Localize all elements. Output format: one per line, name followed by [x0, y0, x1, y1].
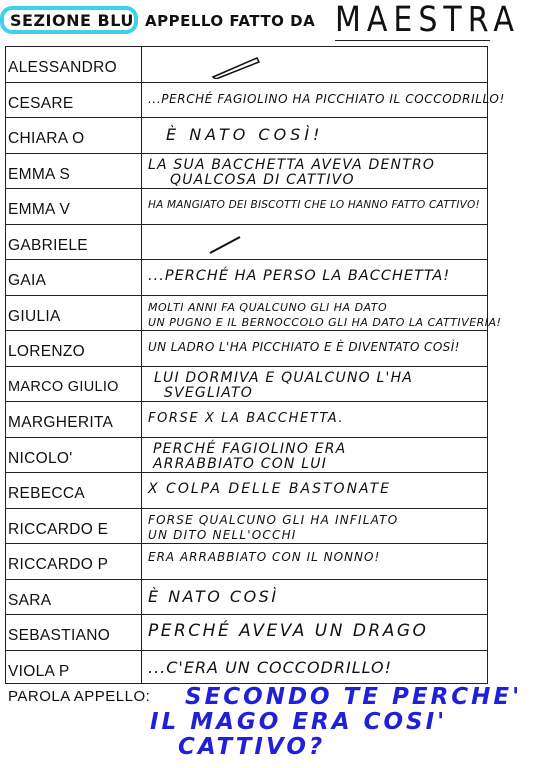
student-name: GIULIA: [8, 307, 61, 325]
answer-line-1: FORSE QUALCUNO GLI HA INFILATO: [148, 512, 399, 527]
table-row: [6, 544, 487, 580]
student-name: LORENZO: [8, 343, 86, 360]
absence-stroke: [206, 233, 246, 255]
student-answer: ERA ARRABBIATO CON IL NONNO!: [148, 550, 381, 564]
student-name: MARGHERITA: [8, 414, 114, 431]
table-row: [6, 331, 487, 367]
question-line-2: IL MAGO ERA COSI': [150, 709, 448, 735]
student-name: VIOLA P: [8, 662, 70, 680]
student-answer: UN LADRO L'HA PICCHIATO E È DIVENTATO COSÌ!: [148, 340, 460, 354]
student-name: CESARE: [8, 94, 74, 112]
student-answer: ...C'ERA UN COCCODRILLO!: [148, 657, 393, 677]
teacher-name: MAESTRA: [335, 0, 520, 41]
student-name: SARA: [8, 591, 52, 609]
answer-line-2: UN DITO NELL'OCCHI: [148, 527, 297, 542]
student-answer: X COLPA DELLE BASTONATE: [148, 481, 391, 497]
sheet-header: [0, 0, 553, 46]
student-name: ALESSANDRO: [8, 59, 117, 76]
student-answer: [148, 442, 488, 472]
table-row: [6, 47, 487, 83]
answer-line-1: LA SUA BACCHETTA AVEVA DENTRO: [148, 156, 436, 173]
table-row: [6, 83, 505, 119]
student-answer: È NATO COSÌ: [148, 586, 279, 606]
table-row: [6, 118, 487, 154]
student-name: GABRIELE: [8, 236, 88, 254]
table-row: [6, 154, 487, 190]
table-row: [6, 260, 487, 296]
student-answer: PERCHÉ AVEVA UN DRAGO: [148, 621, 429, 641]
student-answer: [148, 158, 488, 188]
header-underline: [335, 40, 490, 41]
student-name: EMMA S: [8, 165, 71, 183]
student-answer: [154, 371, 494, 401]
answer-line-2: SVEGLIATO: [164, 384, 254, 401]
attendance-table: [5, 46, 505, 684]
table-row: [6, 651, 487, 687]
answer-line-2: QUALCOSA DI CATTIVO: [170, 171, 355, 188]
roll-call-label: APPELLO FATTO DA: [145, 12, 316, 30]
question-line-1: SECONDO TE PERCHE': [185, 684, 523, 710]
student-name: CHIARA O: [8, 130, 85, 147]
table-row: [6, 580, 487, 616]
student-answer: [148, 300, 502, 330]
student-name: EMMA V: [8, 201, 71, 218]
answer-line-1: LUI DORMIVA E QUALCUNO L'HA: [154, 369, 414, 386]
question-line-3: CATTIVO?: [178, 734, 326, 760]
answer-line-2: UN PUGNO E IL BERNOCCOLO GLI HA DATO LA CATTIVERIA!: [148, 315, 502, 329]
table-row: [6, 189, 487, 225]
student-name: REBECCA: [8, 485, 86, 502]
answer-line-1: PERCHÉ FAGIOLINO ERA: [153, 440, 347, 457]
table-row: [6, 402, 487, 438]
absence-stroke: [211, 55, 261, 79]
student-name: GAIA: [8, 272, 47, 289]
student-answer: È NATO COSÌ!: [166, 125, 324, 144]
student-answer: FORSE X LA BACCHETTA.: [148, 411, 345, 426]
student-answer: ...PERCHÉ FAGIOLINO HA PICCHIATO IL COCCODRILLO!: [148, 91, 505, 106]
table-row: [6, 473, 487, 509]
student-name: SEBASTIANO: [8, 627, 111, 644]
table-row: [6, 296, 502, 332]
student-answer: HA MANGIATO DEI BISCOTTI CHE LO HANNO FATTO CATTIVO!: [148, 199, 480, 211]
student-name: MARCO GIULIO: [8, 378, 119, 395]
student-answer: ...PERCHÉ HA PERSO LA BACCHETTA!: [148, 268, 451, 284]
table-row: [6, 225, 487, 261]
table-row: [6, 438, 487, 474]
student-answer: [148, 513, 488, 543]
answer-line-2: ARRABBIATO CON LUI: [153, 455, 328, 472]
table-row: [6, 367, 487, 403]
roll-call-word-label: PAROLA APPELLO:: [8, 688, 151, 705]
answer-line-1: MOLTI ANNI FA QUALCUNO GLI HA DATO: [148, 300, 388, 314]
student-name: NICOLO': [8, 449, 73, 467]
student-name: RICCARDO E: [8, 520, 109, 538]
table-row: [6, 615, 487, 651]
table-row: [6, 509, 487, 545]
student-name: RICCARDO P: [8, 556, 109, 573]
section-label: SEZIONE BLU: [0, 6, 138, 34]
